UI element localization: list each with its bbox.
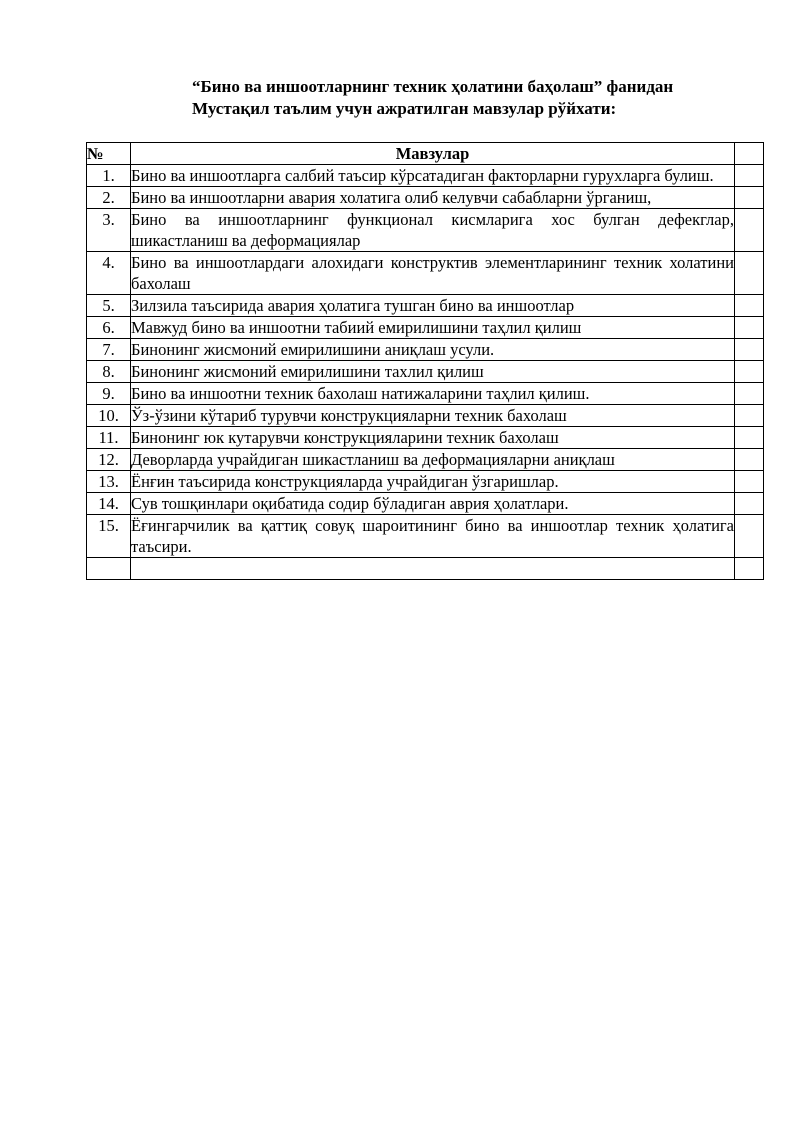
- row-number: 2.: [87, 187, 131, 209]
- row-number: 13.: [87, 471, 131, 493]
- table-row: [87, 515, 764, 558]
- row-extra-cell: [735, 383, 764, 405]
- row-extra-cell: [735, 252, 764, 295]
- row-number: 5.: [87, 295, 131, 317]
- row-extra-cell: [735, 209, 764, 252]
- table-row: [87, 295, 764, 317]
- table-row: [87, 165, 764, 187]
- row-extra-cell: [735, 295, 764, 317]
- row-number: 10.: [87, 405, 131, 427]
- row-extra-cell: [735, 317, 764, 339]
- row-number: 3.: [87, 209, 131, 252]
- table-row: [87, 405, 764, 427]
- row-topic: Ёнғин таъсирида конструкцияларда учрайдиган ўзгаришлар.: [131, 471, 735, 493]
- table-row: [87, 187, 764, 209]
- row-number: 6.: [87, 317, 131, 339]
- table-row: [87, 317, 764, 339]
- row-number: 4.: [87, 252, 131, 295]
- row-topic: Бинонинг жисмоний емирилишини тахлил қилиш: [131, 361, 735, 383]
- header-extra: [735, 143, 764, 165]
- table-row-empty: [87, 558, 764, 580]
- table-row: [87, 361, 764, 383]
- table-row: [87, 252, 764, 295]
- row-extra-cell: [735, 471, 764, 493]
- row-topic: Бинонинг жисмоний емирилишини аниқлаш усули.: [131, 339, 735, 361]
- document-heading: [192, 76, 772, 120]
- row-topic: Ўз-ўзини кўтариб турувчи конструкцияларни техник бахолаш: [131, 405, 735, 427]
- row-topic: Бинонинг юк кутарувчи конструкцияларини техник бахолаш: [131, 427, 735, 449]
- table-row: [87, 449, 764, 471]
- row-number: 15.: [87, 515, 131, 558]
- row-extra-cell: [735, 427, 764, 449]
- heading-line-list-title: Мустақил таълим учун ажратилган мавзулар рўйхати:: [192, 99, 617, 118]
- row-number: 12.: [87, 449, 131, 471]
- row-topic: [131, 558, 735, 580]
- row-topic: Бино ва иншоотларнинг функционал кисмларига хос булган дефекглар, шикастланиш ва деформациялар: [131, 210, 734, 250]
- row-extra-cell: [735, 515, 764, 558]
- row-number: 1.: [87, 165, 131, 187]
- table-row: [87, 427, 764, 449]
- heading-line-course: “Бино ва иншоотларнинг техник ҳолатини баҳолаш” фанидан: [192, 77, 674, 96]
- row-topic: Деворларда учрайдиган шикастланиш ва деформацияларни аниқлаш: [131, 449, 735, 471]
- row-number: 11.: [87, 427, 131, 449]
- row-topic: Мавжуд бино ва иншоотни табиий емирилишини таҳлил қилиш: [131, 317, 735, 339]
- row-topic: Бино ва иншоотларни авария холатига олиб келувчи сабабларни ўрганиш,: [131, 187, 735, 209]
- row-extra-cell: [735, 405, 764, 427]
- row-extra-cell: [735, 361, 764, 383]
- row-number: 7.: [87, 339, 131, 361]
- row-topic: Бино ва иншоотни техник бахолаш натижаларини таҳлил қилиш.: [131, 383, 735, 405]
- header-topics: Мавзулар: [131, 143, 735, 165]
- table-header-row: [87, 143, 764, 165]
- row-topic: Бино ва иншоотларга салбий таъсир кўрсатадиган факторларни гурухларга булиш.: [131, 165, 735, 187]
- row-extra-cell: [735, 449, 764, 471]
- row-extra-cell: [735, 493, 764, 515]
- table-row: [87, 383, 764, 405]
- header-number: №: [87, 143, 131, 165]
- row-topic: Зилзила таъсирида авария ҳолатига тушган бино ва иншоотлар: [131, 295, 735, 317]
- topics-table: [86, 142, 764, 580]
- row-topic: Бино ва иншоотлардаги алохидаги конструктив элементларининг техник холатини бахолаш: [131, 253, 734, 293]
- row-topic: Сув тошқинлари оқибатида содир бўладиган аврия ҳолатлари.: [131, 493, 735, 515]
- row-extra-cell: [735, 339, 764, 361]
- row-topic: Ёғингарчилик ва қаттиқ совуқ шароитининг бино ва иншоотлар техник ҳолатига таъсири.: [131, 516, 734, 556]
- table-row: [87, 493, 764, 515]
- row-extra-cell: [735, 187, 764, 209]
- table-row: [87, 471, 764, 493]
- row-number: 8.: [87, 361, 131, 383]
- row-number: [87, 558, 131, 580]
- table-row: [87, 209, 764, 252]
- row-extra-cell: [735, 165, 764, 187]
- row-number: 9.: [87, 383, 131, 405]
- row-extra-cell: [735, 558, 764, 580]
- table-row: [87, 339, 764, 361]
- row-number: 14.: [87, 493, 131, 515]
